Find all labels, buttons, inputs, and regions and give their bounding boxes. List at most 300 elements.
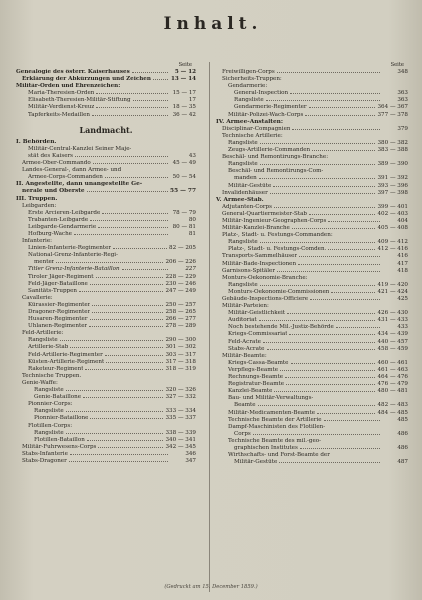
toc-entry (16, 401, 196, 408)
toc-entry-title: Sanitäts-Truppen (28, 287, 78, 294)
toc-entry-title: Trabanten-Leibgarde (28, 216, 89, 223)
leader-dots (299, 256, 380, 257)
toc-left-column (16, 62, 196, 466)
toc-entry-title: stät des Kaisers (28, 152, 74, 159)
leader-dots (277, 271, 380, 272)
toc-entry-title: Genie-Bataillone (34, 394, 82, 401)
toc-entry-page: 13 — 14 (170, 76, 196, 83)
toc-entry-title: Husaren-Regimenter (28, 316, 88, 323)
leader-dots (312, 150, 375, 151)
toc-entry (16, 394, 196, 401)
toc-entry (16, 281, 196, 288)
toc-entry (16, 139, 196, 146)
toc-entry-title: Militär-Kanzlei-Branche (222, 225, 290, 232)
toc-entry (216, 452, 408, 459)
toc-entry (16, 181, 196, 188)
toc-entry-title: Genealogie des österr. Kaiserhauses (16, 69, 130, 75)
toc-entry (16, 373, 196, 380)
toc-entry (16, 217, 196, 224)
toc-entry (216, 147, 408, 154)
toc-entry-title: Stabs-Acrate (228, 345, 265, 352)
toc-entry-page: 425 (397, 296, 408, 302)
toc-entry-title: Armee-Corps-Commanden (28, 174, 103, 181)
leader-dots (66, 411, 164, 412)
toc-entry-page: 338 — 339 (165, 429, 196, 436)
leader-dots (274, 391, 375, 392)
toc-entry-page: 460 — 461 (377, 359, 408, 366)
leader-dots (331, 292, 375, 293)
toc-entry-page: 340 — 341 (165, 436, 196, 443)
toc-entry-page: 363 (397, 97, 408, 104)
toc-entry (216, 296, 408, 303)
toc-entry (16, 196, 196, 203)
toc-entry (16, 430, 196, 437)
toc-entry-page: 247 — 249 (165, 287, 196, 294)
toc-entry-title: Gebäude-Inspections-Officiere (222, 296, 309, 302)
toc-entry (16, 69, 196, 76)
toc-entry-page: 399 — 401 (377, 203, 408, 210)
leader-dots (132, 72, 168, 73)
toc-entry-title: Erklärung der Abkürzungen und Zeichen (22, 76, 151, 83)
leader-dots (90, 418, 163, 419)
toc-entry (216, 112, 408, 119)
toc-entry-title: graphischen Institutes (234, 444, 298, 451)
toc-entry-page: 50 — 54 (172, 174, 196, 181)
leader-dots (133, 100, 168, 101)
toc-entry (216, 459, 408, 466)
toc-entry-page: 301 — 302 (165, 344, 196, 351)
toc-entry-title: Invalidenhäuser (222, 189, 268, 196)
toc-entry-title: Technische Artillerie: (222, 132, 283, 139)
toc-entry-page: 391 — 392 (377, 175, 408, 182)
toc-entry-title: III. Truppen. (16, 195, 58, 202)
toc-entry-title: menter (34, 259, 55, 266)
leader-dots (267, 349, 376, 350)
toc-entry-title: Militär-Geistlichkeit (228, 310, 285, 317)
leader-dots (310, 299, 380, 300)
toc-entry-page: 45 — 49 (172, 160, 196, 167)
toc-entry-page: 404 (397, 217, 408, 224)
page-title: Inhalt. (163, 14, 263, 34)
toc-entry-page: 303 — 317 (165, 351, 196, 358)
toc-entry (216, 438, 408, 445)
leader-dots (66, 433, 164, 434)
toc-entry-title: Beamte (234, 402, 256, 409)
toc-entry (216, 424, 408, 431)
toc-entry-page: 206 — 226 (165, 259, 196, 266)
toc-entry-page: 318 — 319 (165, 365, 196, 372)
toc-entry-page: 405 — 408 (377, 225, 408, 232)
toc-entry (216, 204, 408, 211)
leader-dots (92, 115, 168, 116)
toc-entry-page: 43 (188, 152, 196, 159)
toc-entry (216, 410, 408, 417)
toc-entry-page: 346 (185, 450, 196, 457)
toc-entry-page: 347 (185, 457, 196, 464)
leader-dots (298, 264, 380, 265)
toc-entry (16, 252, 196, 259)
toc-entry-title: Beschäl- und Remontirungs-Branche: (222, 154, 329, 161)
toc-entry (16, 224, 196, 231)
leader-dots (260, 285, 376, 286)
leader-dots (328, 249, 375, 250)
leader-dots (259, 178, 376, 179)
leader-dots (260, 143, 376, 144)
toc-entry (216, 154, 408, 161)
toc-entry-title: Rangsliste (28, 337, 58, 344)
leader-dots (324, 420, 380, 421)
toc-entry-page: 15 — 17 (172, 90, 196, 97)
toc-entry-title: Armee-Ober-Commando (22, 160, 91, 167)
toc-entry-title: Stabs-Infanterie (22, 450, 68, 457)
toc-left-main-list (16, 139, 196, 465)
toc-entry-title: Technische Beamte der Artillerie (228, 416, 322, 423)
toc-entry-page: 464 — 476 (377, 374, 408, 381)
toc-entry-title: Zeugs-Artillerie-Commanden (228, 147, 311, 154)
toc-entry (216, 83, 408, 90)
toc-entry (216, 339, 408, 346)
toc-entry-title: Maria-Theresien-Orden (28, 90, 95, 97)
leader-dots (285, 377, 375, 378)
toc-entry-title: Platz-, Stadt- u. Festungs-Comden. (228, 246, 327, 253)
toc-entry-page: 417 (397, 260, 408, 267)
toc-entry-title: Cavallerie: (22, 294, 53, 301)
toc-entry-title: Registratur-Beamte (228, 381, 285, 388)
leader-dots (66, 390, 164, 391)
toc-entry-title: General-Inspection (234, 90, 289, 97)
leader-dots (102, 213, 168, 214)
toc-entry-title: Küsten-Artillerie-Regiment (28, 358, 105, 365)
toc-entry-title: V. Armee-Stab. (216, 196, 264, 203)
toc-entry-page: 81 (188, 230, 196, 237)
leader-dots (328, 221, 380, 222)
leader-dots (83, 397, 163, 398)
leader-dots (98, 447, 163, 448)
leader-dots (96, 277, 164, 278)
toc-entry (16, 146, 196, 153)
toc-entry-page: 412 — 416 (377, 246, 408, 253)
toc-entry (216, 317, 408, 324)
toc-entry-title: Feld-Artillerie-Regimenter (28, 351, 103, 358)
toc-entry (16, 245, 196, 252)
toc-entry-page: 227 (185, 266, 196, 273)
toc-entry-page: 55 — 77 (170, 188, 196, 195)
toc-entry-title: Garnisons-Spitäler (222, 267, 276, 274)
toc-entry-page: 82 — 205 (169, 245, 196, 252)
toc-entry (16, 238, 196, 245)
leader-dots (105, 355, 164, 356)
toc-entry-title: Feld-Acrate (228, 338, 261, 345)
toc-entry-page: 317 — 318 (165, 358, 196, 365)
toc-entry (16, 309, 196, 316)
toc-entry-title: Transports-Sammelhäuser (222, 253, 298, 260)
leader-dots (292, 228, 376, 229)
toc-entry-page: 421 — 424 (377, 288, 408, 295)
toc-columns (16, 62, 410, 466)
toc-entry-page: 320 — 326 (165, 387, 196, 394)
leader-dots (69, 461, 168, 462)
toc-entry (16, 160, 196, 167)
toc-entry-page: 486 (397, 444, 408, 451)
toc-entry-title: Linien-Infanterie-Regimenter (28, 245, 112, 252)
toc-entry (216, 282, 408, 289)
toc-entry-title: manden (234, 175, 257, 182)
toc-entry-title: Militär-Central-Kanzlei Seiner Maje- (28, 145, 132, 152)
toc-entry-title: Pionnier-Bataillone (34, 415, 89, 422)
toc-entry-title: Militär-Bade-Inspectionen (222, 260, 297, 267)
toc-entry-page: 342 — 345 (165, 443, 196, 450)
toc-entry-title: Landes-General-, dann Armee- und (22, 167, 122, 174)
toc-entry-title: Gendarmerie-Regimenter (234, 104, 307, 111)
leader-dots (266, 100, 380, 101)
toc-entry (216, 232, 408, 239)
column-divider (209, 62, 210, 592)
toc-entry (216, 374, 408, 381)
toc-entry-title: Militär-Verdienst-Kreuz (28, 104, 95, 111)
toc-entry (16, 97, 196, 104)
leader-dots (113, 248, 167, 249)
toc-right-main-list (216, 69, 408, 466)
toc-entry-page: 364 — 367 (377, 104, 408, 111)
toc-entry-title: Technische Truppen. (22, 372, 82, 379)
toc-entry (16, 352, 196, 359)
leader-dots (292, 129, 380, 130)
toc-entry (216, 76, 408, 83)
leader-dots (70, 347, 163, 348)
leader-dots (56, 262, 163, 263)
toc-entry-title: Rangsliste (228, 239, 258, 246)
leader-dots (122, 269, 168, 270)
seite-label-right: Seite (390, 62, 404, 68)
toc-entry (16, 203, 196, 210)
toc-entry-page: 416 (397, 253, 408, 260)
leader-dots (317, 413, 375, 414)
leader-dots (105, 177, 168, 178)
toc-entry-title: Bau- und Militär-Verwaltungs- (228, 395, 314, 402)
toc-entry-title: Dragoner-Regimenter (28, 309, 91, 315)
toc-entry-page: 486 (397, 430, 408, 437)
toc-entry (16, 408, 196, 415)
leader-dots (85, 369, 163, 370)
toc-entry-title: Flotillen-Bataillon (34, 436, 85, 443)
toc-entry-title: Rangsliste (234, 97, 264, 104)
toc-entry-title: Rangsliste (34, 408, 64, 415)
toc-entry-title: Feld-Jäger-Bataillone (28, 280, 88, 287)
toc-entry (216, 140, 408, 147)
leader-dots (153, 79, 168, 80)
toc-entry (216, 388, 408, 395)
toc-entry-page: 80 — 81 (172, 223, 196, 230)
leader-dots (309, 214, 375, 215)
toc-entry (216, 190, 408, 197)
toc-entry-title: Elisabeth-Theresien-Militär-Stiftung (28, 97, 131, 104)
toc-entry-page: 327 — 332 (165, 394, 196, 401)
toc-entry (216, 119, 408, 126)
toc-entry (16, 210, 196, 217)
toc-entry (216, 367, 408, 374)
leader-dots (87, 440, 164, 441)
toc-entry-page: 250 — 257 (165, 301, 196, 308)
toc-entry-page: 461 — 463 (377, 366, 408, 373)
leader-dots (89, 326, 163, 327)
toc-entry (16, 295, 196, 302)
toc-entry-title: Wirthschafts- und Forst-Beamte der (228, 452, 330, 459)
toc-entry-title: Militär-Beamte: (222, 352, 267, 359)
leader-dots (270, 193, 376, 194)
toc-entry (216, 261, 408, 268)
leader-dots (300, 448, 380, 449)
toc-entry-title: Militär-Medicamenten-Beamte (228, 409, 316, 416)
toc-entry (16, 274, 196, 281)
toc-entry-page: 258 — 265 (165, 309, 196, 315)
toc-entry-title: Freiwilligen-Corps (222, 69, 275, 75)
toc-entry-title: Noch bestehende Mil.-Justiz-Behörde (228, 324, 334, 331)
toc-entry (216, 395, 408, 402)
leader-dots (259, 320, 376, 321)
toc-entry (216, 225, 408, 232)
toc-entry-title: Militär-Polizei-Wach-Corps (228, 111, 304, 118)
leader-dots (309, 107, 376, 108)
toc-entry (16, 302, 196, 309)
toc-entry-title: Monturs-Oekonomie-Commissionen (228, 288, 330, 295)
toc-entry-page: 335 — 337 (165, 415, 196, 422)
toc-entry-page: 487 (397, 459, 408, 466)
toc-entry-page: 266 — 277 (165, 316, 196, 323)
toc-entry (16, 90, 196, 97)
leader-dots (60, 340, 164, 341)
toc-entry (216, 197, 408, 204)
toc-entry-title: Militär-Fuhrwesens-Corps (22, 443, 97, 450)
toc-entry (216, 289, 408, 296)
toc-entry (216, 218, 408, 225)
toc-entry (16, 366, 196, 373)
toc-entry-page: 377 — 378 (377, 111, 408, 118)
seite-label-left: Seite (178, 62, 192, 68)
toc-entry-page: 348 (397, 69, 408, 75)
toc-entry-title: Militär-Parteien: (222, 303, 269, 310)
toc-entry-page: 484 — 485 (377, 409, 408, 416)
toc-entry-title: Flotillen-Corps: (28, 422, 73, 429)
leader-dots (287, 313, 376, 314)
toc-entry-title: Corps (234, 430, 251, 437)
leader-dots (273, 186, 375, 187)
toc-entry (216, 133, 408, 140)
toc-entry-page: 36 — 42 (172, 111, 196, 118)
leader-dots (75, 156, 168, 157)
toc-entry (216, 168, 408, 175)
toc-entry-page: 485 (397, 416, 408, 423)
toc-entry-title: nerale und Oberste (22, 188, 85, 195)
toc-entry-page: 389 — 390 (377, 161, 408, 168)
toc-entry-page: 402 — 403 (377, 210, 408, 217)
toc-entry (16, 387, 196, 394)
toc-entry-page: 426 — 430 (377, 310, 408, 317)
toc-entry (216, 126, 408, 133)
toc-entry (216, 360, 408, 367)
toc-entry-title: Artillerie-Stab (28, 344, 69, 351)
toc-entry-title: Genie-Waffe: (22, 379, 58, 386)
toc-entry-title: Gendarmerie: (228, 83, 268, 90)
toc-entry (216, 331, 408, 338)
toc-entry-page: 278 — 289 (165, 323, 196, 330)
toc-entry-title: Verpflegs-Beamte (228, 366, 279, 373)
section-heading-landmacht: Landmacht. (79, 124, 133, 135)
toc-entry-page: 458 — 459 (377, 345, 408, 352)
toc-entry-title: Uhlanen-Regimenter (28, 323, 88, 330)
toc-entry (16, 330, 196, 337)
toc-entry (16, 266, 196, 273)
toc-left-top-list (16, 69, 196, 119)
toc-entry (216, 239, 408, 246)
toc-entry-title: Erste Arcieren-Leibgarde (28, 209, 101, 216)
toc-entry (16, 174, 196, 181)
leader-dots (90, 319, 164, 320)
toc-entry (216, 417, 408, 424)
toc-entry-page: 383 — 388 (377, 147, 408, 154)
toc-entry-page: 379 (397, 125, 408, 132)
leader-dots (87, 191, 168, 192)
toc-entry-title: II. Angestellte, dann unangestellte Ge- (16, 181, 143, 188)
toc-entry (216, 104, 408, 111)
toc-entry-page: 78 — 79 (172, 209, 196, 216)
toc-entry (216, 353, 408, 360)
leader-dots (93, 163, 168, 164)
toc-entry (16, 231, 196, 238)
toc-entry-page: 434 — 439 (377, 331, 408, 338)
leader-dots (96, 93, 168, 94)
leader-dots (305, 115, 375, 116)
toc-entry (216, 346, 408, 353)
toc-entry (216, 431, 408, 438)
leader-dots (258, 405, 376, 406)
toc-entry-title: Rangsliste (228, 281, 258, 288)
leader-dots (98, 227, 168, 228)
toc-entry-title: Titler Grenz-Infanterie-Bataillon (28, 266, 120, 273)
toc-entry-title: Rangsliste (228, 161, 258, 168)
toc-entry-title: Disciplinar-Compagnien (222, 125, 291, 132)
toc-entry (16, 323, 196, 330)
toc-entry (216, 445, 408, 452)
toc-entry-title: Hofburg-Wache (28, 230, 72, 237)
toc-entry-title: Monturs-Oekonomie-Branche: (222, 274, 308, 281)
toc-entry-title: Platz-, Stadt- u. Festungs-Commanden: (222, 232, 333, 239)
toc-entry (16, 167, 196, 174)
toc-entry-page: 333 — 334 (165, 408, 196, 415)
toc-entry (16, 153, 196, 160)
leader-dots (274, 207, 376, 208)
toc-entry-page: 228 — 229 (165, 273, 196, 280)
toc-entry (16, 344, 196, 351)
toc-entry (216, 381, 408, 388)
toc-entry (16, 451, 196, 458)
leader-dots (286, 384, 375, 385)
toc-entry-page: 480 — 481 (377, 388, 408, 395)
toc-entry (216, 303, 408, 310)
toc-entry (16, 112, 196, 119)
leader-dots (291, 363, 376, 364)
leader-dots (289, 334, 375, 335)
toc-entry (16, 359, 196, 366)
leader-dots (90, 220, 168, 221)
toc-entry (16, 288, 196, 295)
toc-entry (216, 246, 408, 253)
toc-entry (16, 83, 196, 90)
toc-entry (16, 437, 196, 444)
toc-entry-title: Stabs-Dragoner (22, 457, 67, 464)
toc-entry-page: 363 (397, 90, 408, 97)
toc-entry (216, 310, 408, 317)
toc-entry-page: 409 — 412 (377, 239, 408, 246)
